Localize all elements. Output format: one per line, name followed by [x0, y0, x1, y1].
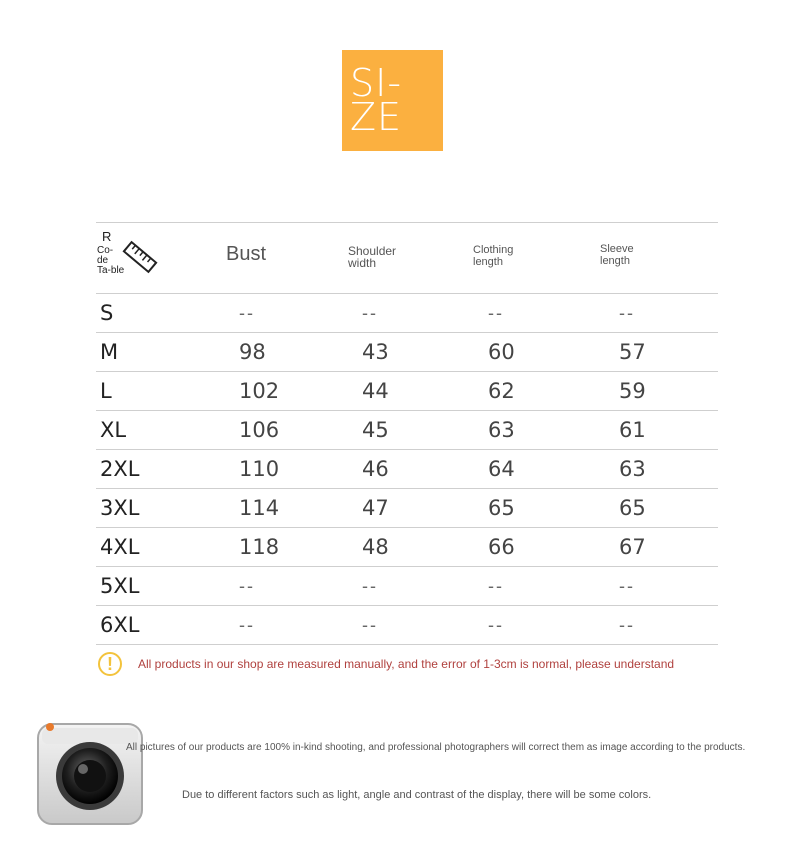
size-label: 3XL: [100, 496, 140, 520]
table-row: [96, 528, 718, 567]
bust-value: 114: [239, 496, 280, 520]
shoulder-value: 44: [362, 379, 389, 403]
clothing-length-value: 63: [488, 418, 515, 442]
sleeve-length-value: --: [619, 614, 635, 635]
header-bust: Bust: [226, 243, 267, 265]
size-label: L: [100, 379, 112, 403]
shoulder-value: --: [362, 575, 378, 596]
bust-value: 102: [239, 379, 280, 403]
shoulder-value: 48: [362, 535, 389, 559]
warning-icon: !: [98, 652, 122, 676]
bust-value: --: [239, 614, 255, 635]
header-clothing-line1: Clothing: [473, 244, 514, 256]
table-row: [96, 294, 718, 333]
sleeve-length-value: 59: [619, 379, 646, 403]
size-badge-line2: ZE: [350, 95, 403, 139]
clothing-length-value: --: [488, 614, 504, 635]
header-clothing-length: [473, 244, 543, 268]
measurement-notice-text: All products in our shop are measured manually, and the error of 1-3cm is normal, please understand: [138, 657, 675, 671]
table-header-row: [96, 222, 718, 294]
measurement-notice: [98, 652, 674, 676]
size-label: 4XL: [100, 535, 140, 559]
header-shoulder-width: [348, 245, 418, 269]
code-table-corner: [96, 223, 166, 293]
header-shoulder-line1: Shoulder: [348, 244, 397, 258]
size-label: 5XL: [100, 574, 140, 598]
size-badge: [342, 50, 443, 151]
size-label: XL: [100, 418, 127, 442]
sleeve-length-value: 61: [619, 418, 646, 442]
sleeve-length-value: 57: [619, 340, 646, 364]
table-row: [96, 489, 718, 528]
size-label: S: [100, 301, 114, 325]
table-row: [96, 372, 718, 411]
bust-value: 106: [239, 418, 280, 442]
clothing-length-value: 64: [488, 457, 515, 481]
size-label: 6XL: [100, 613, 140, 637]
ruler-icon: [120, 237, 160, 277]
shoulder-value: 45: [362, 418, 389, 442]
shoulder-value: 47: [362, 496, 389, 520]
table-row: [96, 450, 718, 489]
sleeve-length-value: --: [619, 302, 635, 323]
header-sleeve-line2: length: [600, 255, 630, 267]
header-sleeve-length: [600, 243, 670, 267]
corner-text-3: Ta-ble: [97, 265, 125, 276]
header-clothing-line2: length: [473, 256, 503, 268]
clothing-length-value: --: [488, 302, 504, 323]
sleeve-length-value: 67: [619, 535, 646, 559]
table-row: [96, 606, 718, 645]
corner-text-2: de: [97, 255, 109, 266]
size-label: M: [100, 340, 119, 364]
corner-text-1: Co-: [97, 245, 114, 256]
clothing-length-value: 62: [488, 379, 515, 403]
table-row: [96, 567, 718, 606]
bust-value: --: [239, 575, 255, 596]
clothing-length-value: --: [488, 575, 504, 596]
photo-disclaimer-line1: All pictures of our products are 100% in-kind shooting, and professional photographers will correct them as image according to the products.: [126, 742, 746, 753]
sleeve-length-value: 63: [619, 457, 646, 481]
header-shoulder-line2: width: [348, 256, 377, 270]
size-badge-line1: SI-: [350, 61, 403, 105]
bust-value: 118: [239, 535, 280, 559]
bust-value: 110: [239, 457, 280, 481]
size-label: 2XL: [100, 457, 140, 481]
clothing-length-value: 66: [488, 535, 515, 559]
shoulder-value: --: [362, 614, 378, 635]
clothing-length-value: 65: [488, 496, 515, 520]
shoulder-value: --: [362, 302, 378, 323]
sleeve-length-value: --: [619, 575, 635, 596]
table-row: [96, 411, 718, 450]
bust-value: --: [239, 302, 255, 323]
camera-icon: [34, 718, 146, 830]
shoulder-value: 46: [362, 457, 389, 481]
size-table: [96, 222, 718, 645]
header-sleeve-line1: Sleeve: [600, 243, 634, 255]
table-row: [96, 333, 718, 372]
corner-r: R: [102, 229, 112, 244]
photo-disclaimer-line2: Due to different factors such as light, angle and contrast of the display, there will be some colors.: [182, 789, 652, 801]
bust-value: 98: [239, 340, 266, 364]
shoulder-value: 43: [362, 340, 389, 364]
clothing-length-value: 60: [488, 340, 515, 364]
sleeve-length-value: 65: [619, 496, 646, 520]
